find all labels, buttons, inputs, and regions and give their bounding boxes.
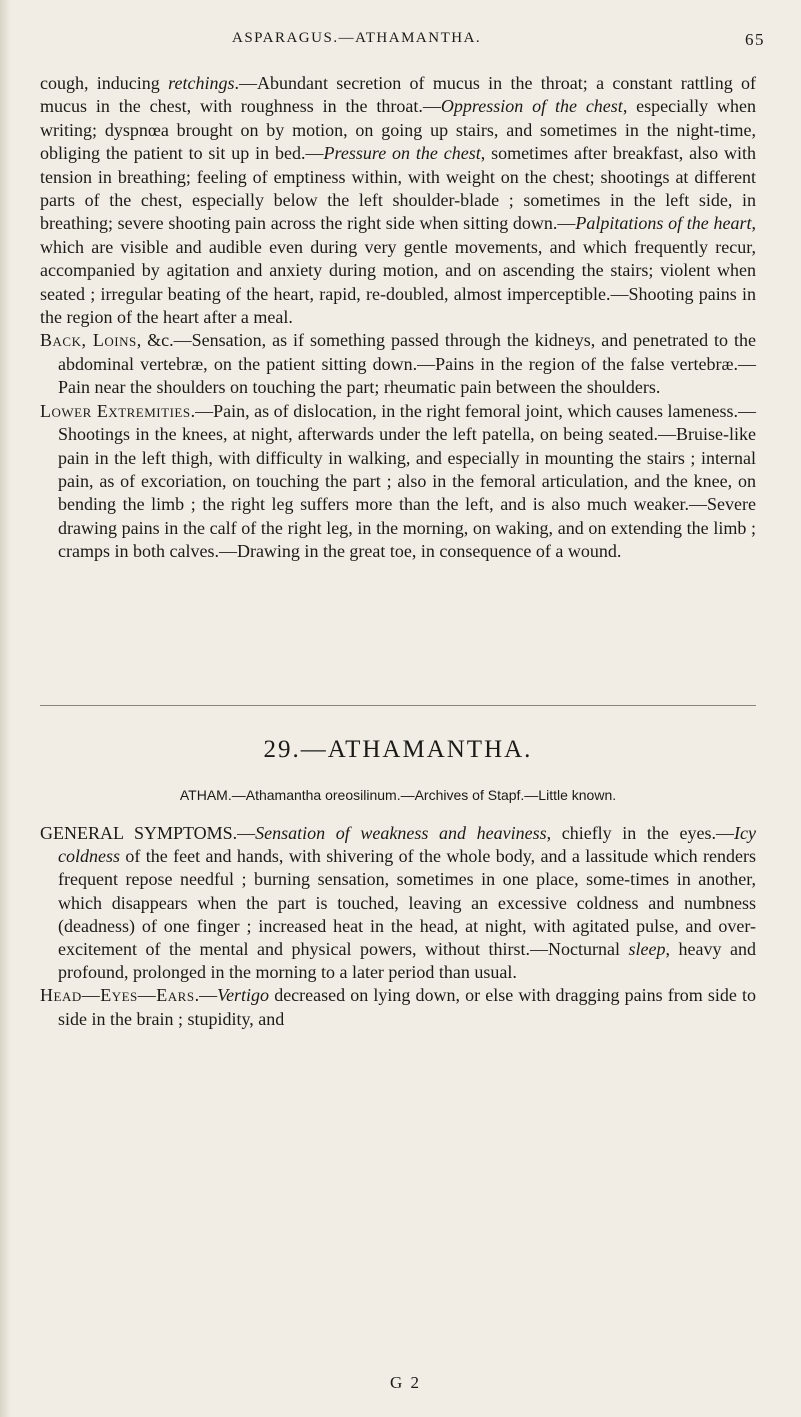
page-number: 65 (745, 30, 765, 49)
printer-signature-mark: G 2 (390, 1373, 422, 1392)
cough-paragraph: cough, inducing retchings.—Abundant secretion of mucus in the throat; a constant rattling of mucus in the chest, with roughness in the throat.—Oppression of the chest, especially when writing; dyspnœa brought on by motion, on going up stairs, and sometimes in the night-time, obliging the patient to sit up in bed.—Pressure on the chest, sometimes after breakfast, also with tension in breathing; feeling of emptiness within, with weight on the chest; shootings at different parts of the chest, especially below the left shoulder-blade ; sometimes in the left side, in breathing; severe shooting pain across the right side when sitting down.—Palpitations of the heart, which are visible and audible even during very gentle movements, and which frequently recur, accompanied by agitation and anxiety during motion, and on ascending the stairs; violent when seated ; irregular beating of the heart, rapid, re-doubled, almost imperceptible.—Shooting pains in the region of the heart after a meal. (40, 73, 757, 328)
back-heading: Back, Loins (40, 330, 137, 351)
remedy-synonym-line: ATHAM.—Athamantha oreosilinum.—Archives of Stapf.—Little known. (179, 787, 617, 803)
section-divider (40, 705, 756, 706)
lower-extremities-heading: Lower Extremities (40, 400, 191, 421)
section-title: 29.—ATHAMANTHA. (263, 736, 533, 763)
general-symptoms-paragraph: GENERAL SYMPTOMS.—Sensation of weakness and heaviness, chiefly in the eyes.—Icy coldness of the feet and hands, with shivering of the whole body, and a lassitude which renders frequent repose needful ; burning sensation, sometimes in one place, some-times in another, which disappears when the part is touched, leaving an excessive coldness and numbness (deadness) of one finger ; increased heat in the head, at night, with agitated pulse, and over-excitement of the mental and physical powers, without thirst.—Nocturnal sleep, heavy and profound, prolonged in the morning to a later period than usual. (40, 823, 756, 983)
continued-symptom-text (40, 72, 756, 564)
page-binding-shadow (0, 0, 10, 1417)
general-symptoms-heading: GENERAL SYMPTOMS (40, 823, 233, 843)
athamantha-symptom-text (40, 822, 756, 1031)
running-head-title: ASPARAGUS.—ATHAMANTHA. (232, 30, 482, 46)
lower-extremities-paragraph: Lower Extremities.—Pain, as of dislocation, in the right femoral joint, which causes lameness.—Shootings in the knees, at night, afterwards under the left patella, on being seated.—Bruise-like pain in the left thigh, with difficulty in walking, and especially in mounting the stairs ; internal pain, as of excoriation, on touching the part ; also in the femoral articulation, and the knee, on bending the limb ; the right leg suffers more than the left, and is also much weaker.—Severe drawing pains in the calf of the right leg, in the morning, on waking, and on extending the limb ; cramps in both calves.—Drawing in the great toe, in consequence of a wound. (40, 400, 757, 562)
running-head (232, 30, 765, 54)
head-eyes-ears-paragraph: Head—Eyes—Ears.—Vertigo decreased on lying down, or else with dragging pains from side to side in the brain ; stupidity, and (40, 985, 756, 1029)
back-paragraph: Back, Loins, &c.—Sensation, as if something passed through the kidneys, and penetrated to the abdominal vertebræ, on the patient sitting down.—Pains in the region of the false vertebræ.—Pain near the shoulders on touching the part; rheumatic pain between the shoulders. (40, 330, 756, 398)
head-eyes-ears-heading: Head—Eyes—Ears (40, 985, 195, 1006)
